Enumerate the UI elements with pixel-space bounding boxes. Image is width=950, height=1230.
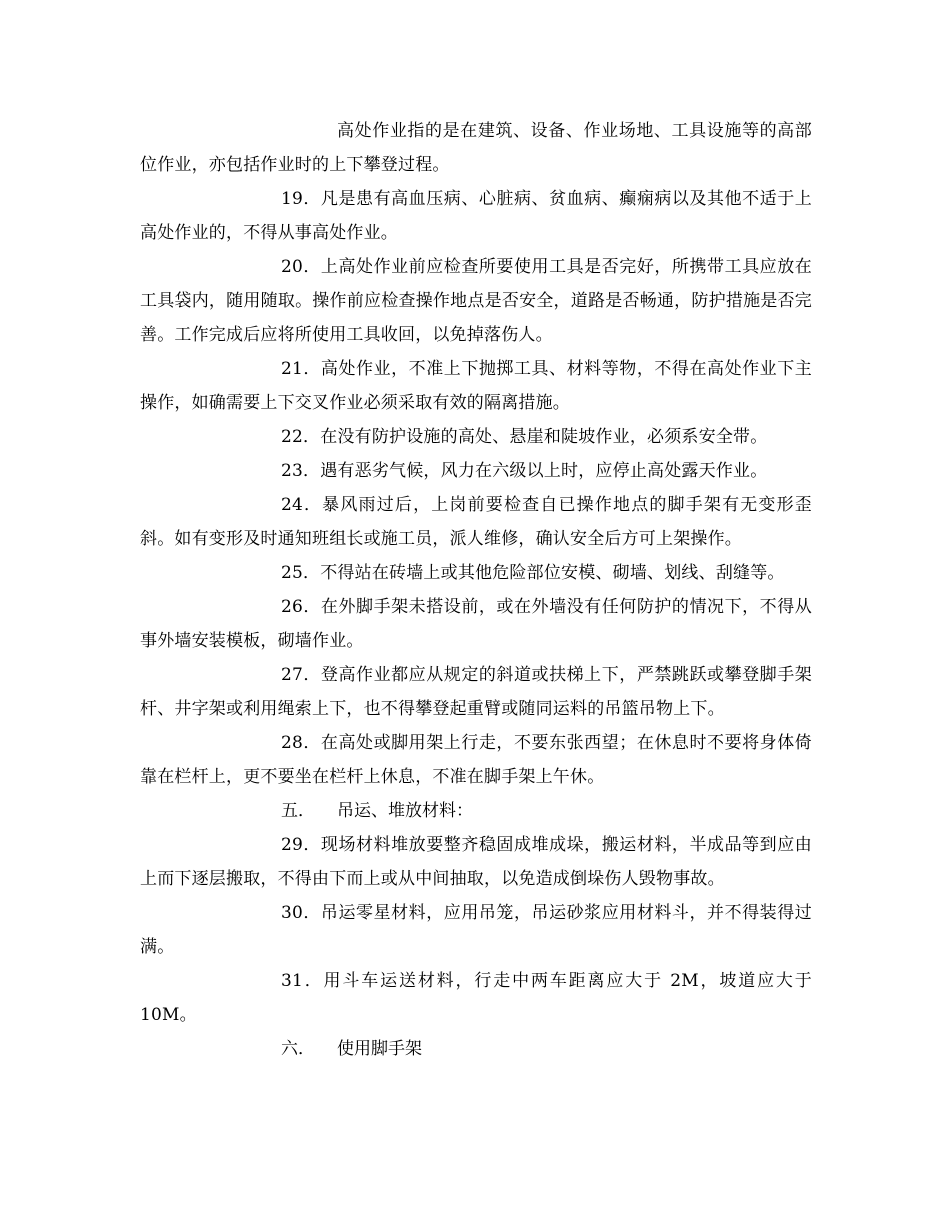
rule-21: 21．高处作业，不准上下抛掷工具、材料等物，不得在高处作业下主操作，如确需要上下交叉作业必须采取有效的隔离措施。 [140,359,812,413]
rule-22: 22．在没有防护设施的高处、悬崖和陡坡作业，必须系安全带。 [281,427,768,447]
rule-31: 31．用斗车运送材料，行走中两车距离应大于 2M，坡道应大于10M。 [140,971,812,1025]
rule-19: 19．凡是患有高血压病、心脏病、贫血病、癫痫病以及其他不适于上高处作业的，不得从事高处作业。 [140,189,812,243]
rule-25: 25．不得站在砖墙上或其他危险部位安模、砌墙、划线、刮缝等。 [281,563,785,583]
rule-27: 27．登高作业都应从规定的斜道或扶梯上下，严禁跳跃或攀登脚手架杆、井字架或利用绳索上下，也不得攀登起重臂或随同运料的吊篮吊物上下。 [140,665,812,719]
rule-20: 20．上高处作业前应检查所要使用工具是否完好，所携带工具应放在工具袋内，随用随取。操作前应检查操作地点是否安全，道路是否畅通，防护措施是否完善。工作完成后应将所使用工具收回，以免掉落伤人。 [140,257,812,345]
rule-26: 26．在外脚手架未搭设前，或在外墙没有任何防护的情况下，不得从事外墙安装模板，砌墙作业。 [140,597,812,651]
section-heading-6 [140,1032,812,1066]
intro-paragraph: 高处作业指的是在建筑、设备、作业场地、工具设施等的高部位作业，亦包括作业时的上下攀登过程。 [140,121,812,175]
rule-28: 28．在高处或脚用架上行走，不要东张西望；在休息时不要将身体倚靠在栏杆上，更不要坐在栏杆上休息，不准在脚手架上午休。 [140,733,812,787]
rule-23: 23．遇有恶劣气候，风力在六级以上时，应停止高处露天作业。 [281,461,768,481]
section-number: 六． [281,1039,315,1059]
rule-24: 24．暴风雨过后，上岗前要检查自已操作地点的脚手架有无变形歪斜。如有变形及时通知班组长或施工员，派人维修，确认安全后方可上架操作。 [140,495,812,549]
section-heading-5 [140,794,812,828]
section-title: 吊运、堆放材料： [337,801,473,821]
rule-30: 30．吊运零星材料，应用吊笼，吊运砂浆应用材料斗，并不得装得过满。 [140,903,812,957]
section-title: 使用脚手架 [337,1039,422,1059]
rule-29: 29．现场材料堆放要整齐稳固成堆成垛，搬运材料，半成品等到应由上而下逐层搬取，不得由下而上或从中间抽取，以免造成倒垛伤人毁物事故。 [140,835,812,889]
document-body [140,114,812,1066]
section-number: 五． [281,801,315,821]
